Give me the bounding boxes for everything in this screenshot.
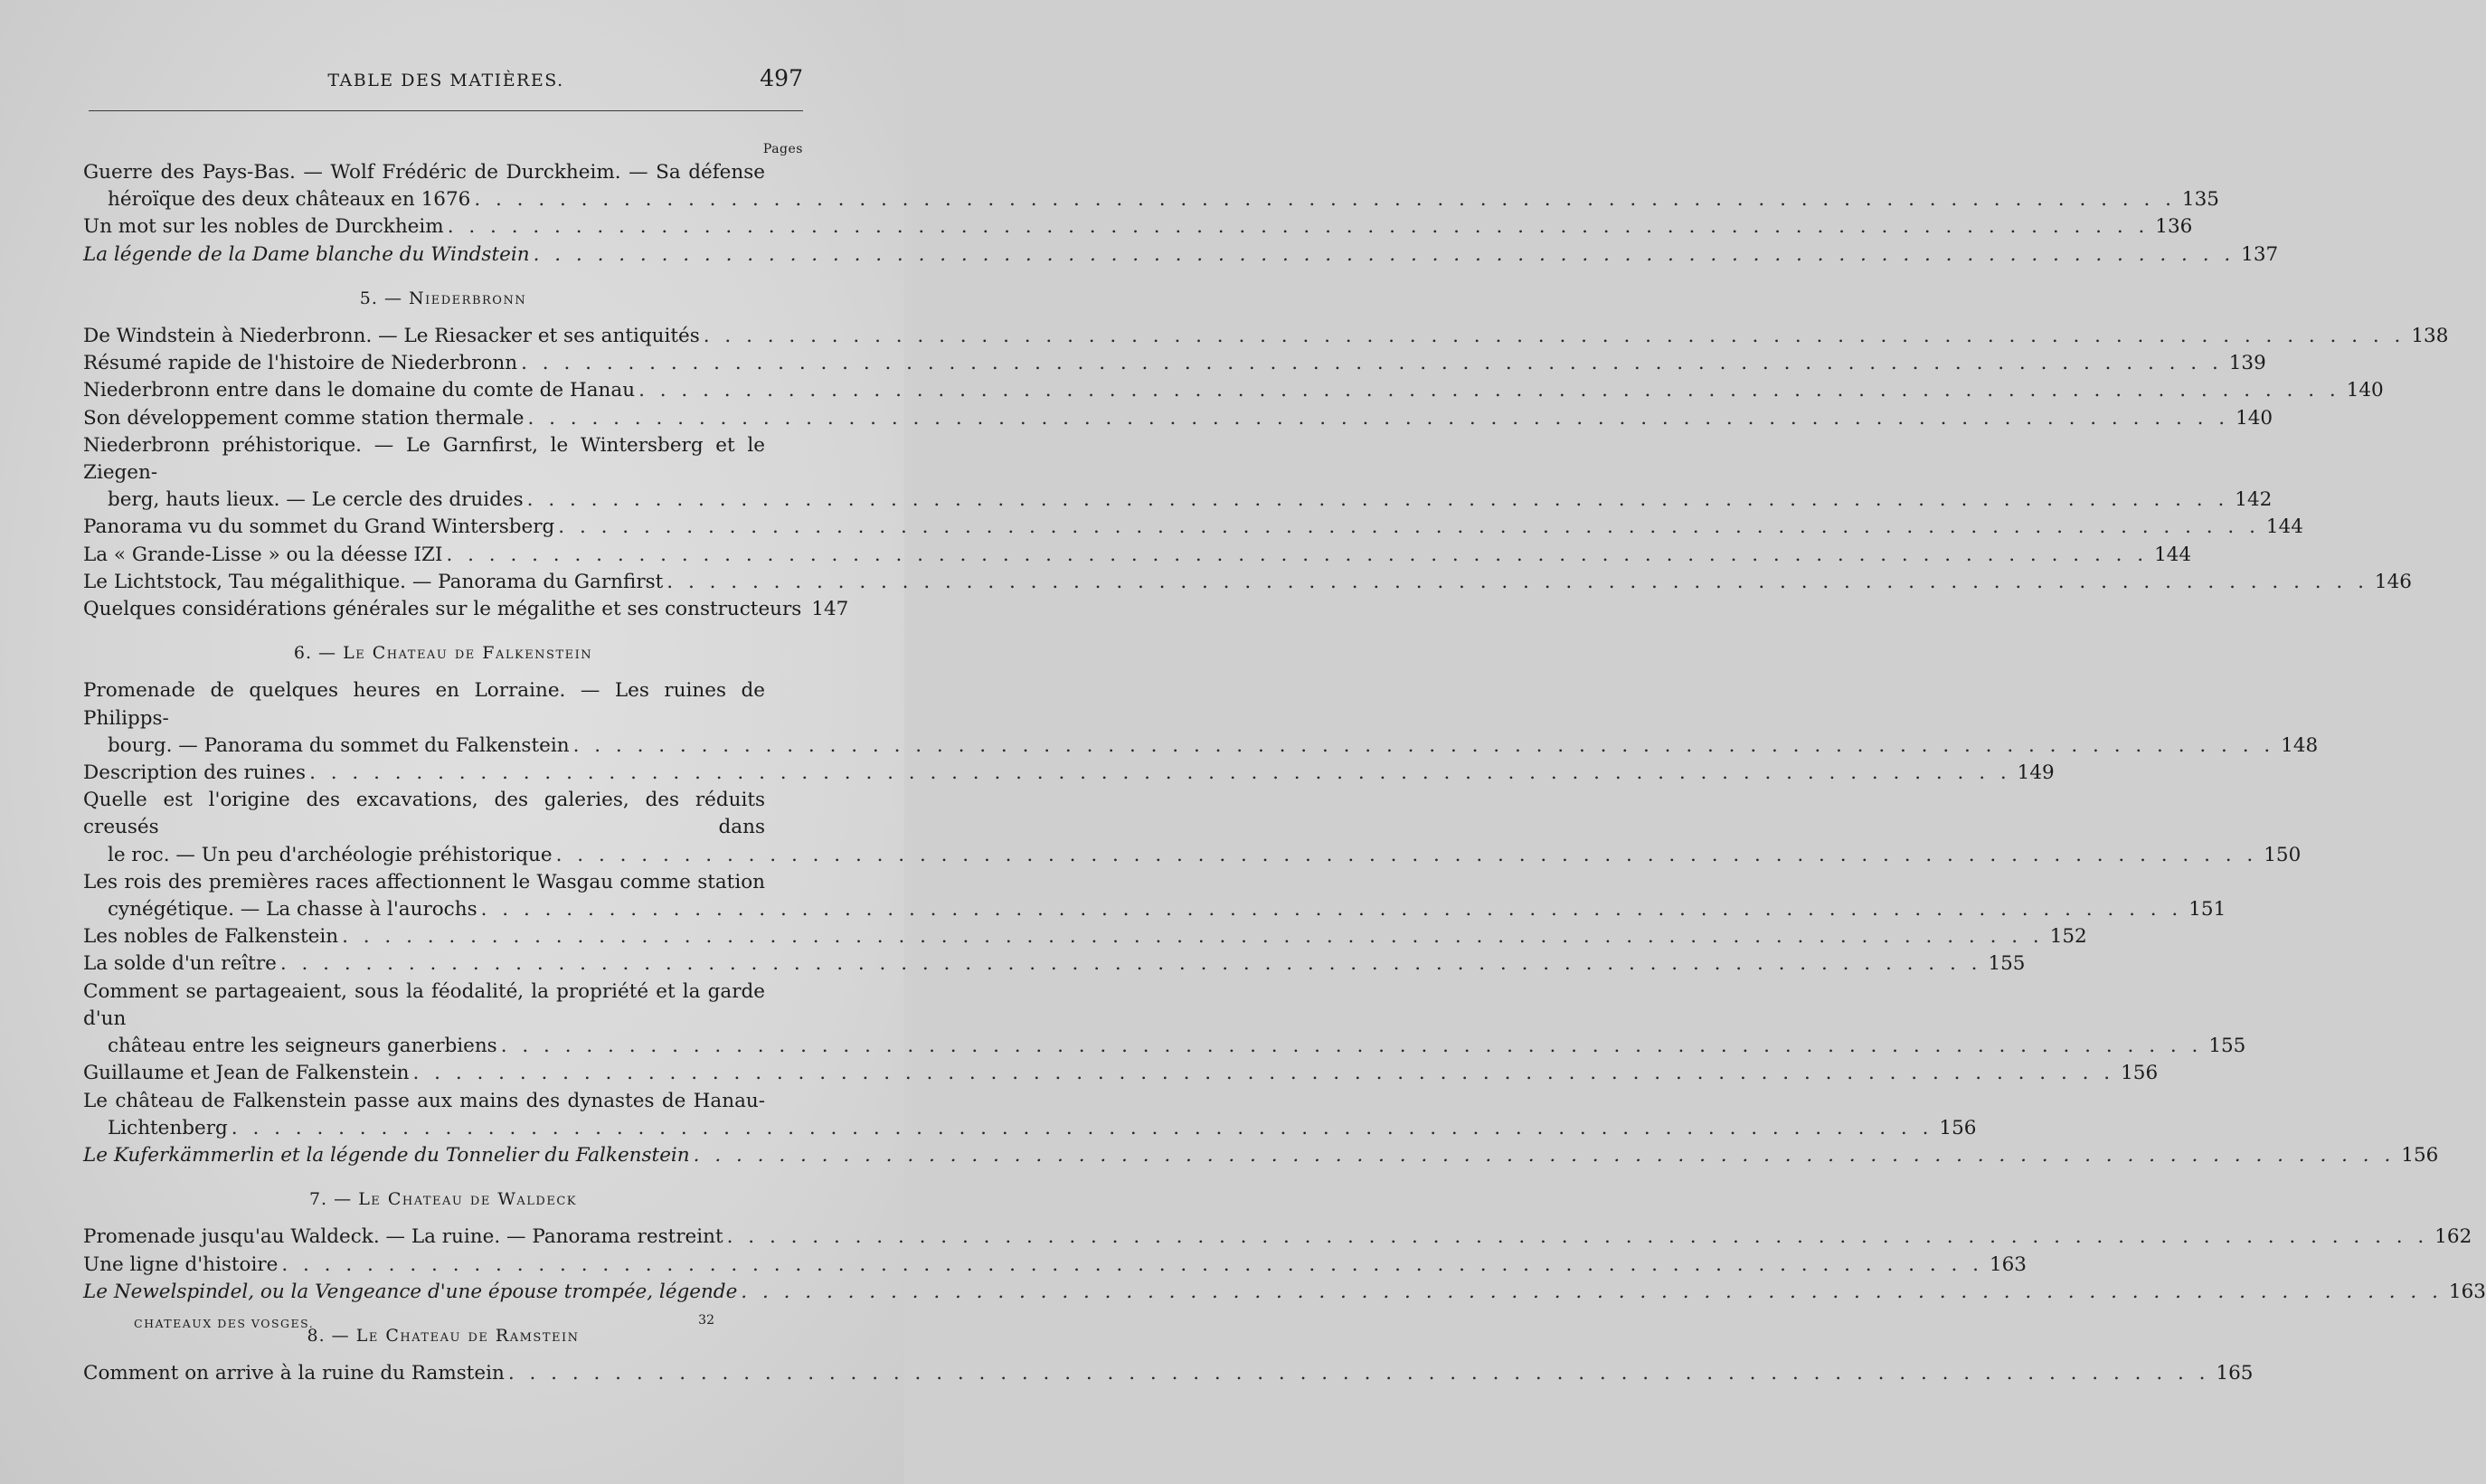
entry-page-number: 137 xyxy=(2241,242,2279,266)
dot-leader: . . . . . . . . . . . . . . . . . . . . . . . . . . . . . . . . . . . . . . . . . . . . . . . . . . . . . . . . . . . . . . . . . . . . . . . . . . . . . . . . xyxy=(446,543,2149,566)
dot-leader: . . . . . . . . . . . . . . . . . . . . . . . . . . . . . . . . . . . . . . . . . . . . . . . . . . . . . . . . . . . . . . . . . . . . . . . . . . . . . . . . xyxy=(279,952,1982,976)
section-heading-6 xyxy=(83,639,803,666)
toc-entry-line xyxy=(83,569,2412,596)
dot-leader: . . . . . . . . . . . . . . . . . . . . . . . . . . . . . . . . . . . . . . . . . . . . . . . . . . . . . . . . . . . . . . . . . . . . . . . . . . . . . . . . xyxy=(231,1116,1933,1139)
entry-page-number: 140 xyxy=(2346,379,2384,402)
toc-entry-line xyxy=(83,1088,803,1115)
toc-entry-line xyxy=(83,733,2319,760)
toc-entry-line xyxy=(83,1279,2486,1306)
section-number: 7. — xyxy=(308,1189,353,1210)
dot-leader: . . . . . . . . . . . . . . . . . . . . . . . . . . . . . . . . . . . . . . . . . . . . . . . . . . . . . . . . . . . . . . . . . . . . . . . . . . . . . . . . xyxy=(342,925,2044,949)
toc-entry-line xyxy=(83,1252,2027,1279)
entry-page-number: 135 xyxy=(2181,188,2219,212)
book-title: CHATEAUX DES VOSGES. xyxy=(134,1317,315,1330)
toc-entry-line xyxy=(83,1142,2439,1169)
table-of-contents xyxy=(83,159,2486,1387)
toc-group-0 xyxy=(83,159,2279,269)
dot-leader: . . . . . . . . . . . . . . . . . . . . . . . . . . . . . . . . . . . . . . . . . . . . . . . . . . . . . . . . . . . . . . . . . . . . . . . . . . . . . . . . xyxy=(521,352,2223,375)
toc-entry-line xyxy=(83,978,803,1033)
section-number: 6. — xyxy=(293,643,337,664)
toc-entry-line xyxy=(83,787,803,841)
entry-text: berg, hauts lieux. — Le cercle des druides xyxy=(108,488,524,512)
entry-text: De Windstein à Niederbronn. — Le Riesacker et ses antiquités xyxy=(83,325,700,348)
entry-text: château entre les seigneurs ganerbiens xyxy=(108,1035,497,1058)
entry-page-number: 152 xyxy=(2049,925,2087,949)
toc-entry-line xyxy=(83,432,803,487)
dot-leader: . . . . . . . . . . . . . . . . . . . . . . . . . . . . . . . . . . . . . . . . . . . . . . . . . . . . . . . . . . . . . . . . . . . . . . . . . . . . . . . . xyxy=(726,1225,2429,1249)
page-number: 497 xyxy=(760,65,803,91)
toc-entry-line xyxy=(83,1060,2159,1087)
header-rule xyxy=(89,110,803,111)
entry-page-number: 149 xyxy=(2017,761,2055,785)
toc-entry xyxy=(83,1224,2472,1251)
toc-entry xyxy=(83,405,2273,432)
dot-leader: . . . . . . . . . . . . . . . . . . . . . . . . . . . . . . . . . . . . . . . . . . . . . . . . . . . . . . . . . . . . . . . . . . . . . . . . . . . . . . . . xyxy=(555,843,2258,866)
entry-page-number: 147 xyxy=(811,598,849,621)
section-number: 8. — xyxy=(307,1325,350,1346)
entry-text: Les rois des premières races affectionnent le Wasgau comme station xyxy=(83,870,765,893)
dot-leader: . . . . . . . . . . . . . . . . . . . . . . . . . . . . . . . . . . . . . . . . . . . . . . . . . . . . . . . . . . . . . . . . . . . . . . . . . . . . . . . . xyxy=(474,188,2176,212)
toc-entry xyxy=(83,1279,2486,1306)
entry-page-number: 156 xyxy=(2401,1143,2439,1167)
entry-text: Description des ruines xyxy=(83,761,307,785)
section-number: 5. — xyxy=(359,288,402,308)
entry-page-number: 156 xyxy=(1939,1116,1977,1139)
entry-page-number: 146 xyxy=(2374,570,2412,593)
toc-entry xyxy=(83,923,2087,950)
entry-text: La légende de la Dame blanche du Windstein xyxy=(83,242,530,266)
entry-text: Un mot sur les nobles de Durckheim xyxy=(83,215,444,239)
entry-page-number: 138 xyxy=(2411,325,2449,348)
toc-group-7 xyxy=(83,1224,2486,1306)
toc-entry xyxy=(83,787,2302,869)
entry-text: Quelques considérations générales sur le mégalithe et ses constructeurs xyxy=(83,598,802,621)
entry-page-number: 139 xyxy=(2228,352,2266,375)
entry-text: Guerre des Pays-Bas. — Wolf Frédéric de Durckheim. — Sa défense xyxy=(83,161,765,184)
toc-entry-line xyxy=(83,1033,2246,1060)
toc-entry-line xyxy=(83,405,2273,432)
entry-page-number: 144 xyxy=(2154,543,2192,566)
entry-text: Les nobles de Falkenstein xyxy=(83,925,339,949)
entry-text: Le Kuferkämmerlin et la légende du Tonnelier du Falkenstein xyxy=(83,1143,690,1167)
toc-entry xyxy=(83,542,2192,569)
toc-entry-line xyxy=(83,760,2055,787)
toc-group-5 xyxy=(83,323,2449,623)
toc-entry xyxy=(83,432,2273,515)
entry-page-number: 163 xyxy=(2448,1280,2486,1303)
toc-entry xyxy=(83,1360,2254,1387)
dot-leader: . . . . . . . . . . . . . . . . . . . . . . . . . . . . . . . . . . . . . . . . . . . . . . . . . . . . . . . . . . . . . . . . . . . . . . . . . . . . . . . . xyxy=(741,1280,2443,1303)
toc-entry xyxy=(83,869,2226,923)
toc-entry xyxy=(83,760,2055,787)
dot-leader: . . . . . . . . . . . . . . . . . . . . . . . . . . . . . . . . . . . . . . . . . . . . . . . . . . . . . . . . . . . . . . . . . . . . . . . . . . . . . . . . xyxy=(281,1252,1983,1276)
toc-entry xyxy=(83,159,2219,213)
section-title: Le Chateau de Waldeck xyxy=(358,1189,578,1210)
signature-mark: 32 xyxy=(698,1313,714,1328)
pages-column-label: Pages xyxy=(762,142,803,156)
entry-text: Le château de Falkenstein passe aux mains des dynastes de Hanau- xyxy=(83,1089,765,1112)
toc-entry xyxy=(83,950,2026,978)
toc-entry-line xyxy=(83,1224,2472,1251)
toc-entry-line xyxy=(83,542,2192,569)
toc-entry-line xyxy=(83,323,2449,350)
running-header xyxy=(89,65,803,101)
entry-text: Résumé rapide de l'histoire de Niederbronn xyxy=(83,352,518,375)
dot-leader: . . . . . . . . . . . . . . . . . . . . . . . . . . . . . . . . . . . . . . . . . . . . . . . . . . . . . . . . . . . . . . . . . . . . . . . . . . . . . . . . xyxy=(666,570,2368,593)
toc-entry-line xyxy=(83,1360,2254,1387)
entry-page-number: 163 xyxy=(1989,1252,2027,1276)
entry-text: le roc. — Un peu d'archéologie préhistorique xyxy=(108,843,553,866)
toc-entry xyxy=(83,323,2449,350)
entry-text: Comment se partageaient, sous la féodalité, la propriété et la garde d'un xyxy=(83,979,765,1030)
toc-entry-line xyxy=(83,1115,1977,1142)
entry-text: La « Grande-Lisse » ou la déesse IZI xyxy=(83,543,443,566)
entry-page-number: 155 xyxy=(2208,1035,2246,1058)
entry-page-number: 151 xyxy=(2188,898,2226,922)
entry-page-number: 142 xyxy=(2235,488,2273,512)
entry-text: Son développement comme station thermale xyxy=(83,406,525,430)
toc-entry xyxy=(83,377,2384,404)
toc-entry-line xyxy=(83,596,849,623)
entry-text: La solde d'un reître xyxy=(83,952,277,976)
toc-entry xyxy=(83,569,2412,596)
dot-leader: . . . . . . . . . . . . . . . . . . . . . . . . . . . . . . . . . . . . . . . . . . . . . . . . . . . . . . . . . . . . . . . . . . . . . . . . . . . . . . . . xyxy=(703,325,2406,348)
dot-leader: . . . . . . . . . . . . . . . . . . . . . . . . . . . . . . . . . . . . . . . . . . . . . . . . . . . . . . . . . . . . . . . . . . . . . . . . . . . . . . . . xyxy=(527,406,2230,430)
dot-leader: . . . . . . . . . . . . . . . . . . . . . . . . . . . . . . . . . . . . . . . . . . . . . . . . . . . . . . . . . . . . . . . . . . . . . . . . . . . . . . . . xyxy=(526,488,2229,512)
dot-leader: . . . . . . . . . . . . . . . . . . . . . . . . . . . . . . . . . . . . . . . . . . . . . . . . . . . . . . . . . . . . . . . . . . . . . . . . . . . . . . . . xyxy=(558,515,2260,539)
entry-text: bourg. — Panorama du sommet du Falkenstein xyxy=(108,733,570,757)
toc-entry-line xyxy=(83,514,2303,541)
entry-page-number: 140 xyxy=(2236,406,2273,430)
toc-entry xyxy=(83,978,2246,1061)
entry-page-number: 148 xyxy=(2281,733,2319,757)
entry-text: cynégétique. — La chasse à l'aurochs xyxy=(108,898,477,922)
toc-entry-line xyxy=(83,213,2193,241)
dot-leader: . . . . . . . . . . . . . . . . . . . . . . . . . . . . . . . . . . . . . . . . . . . . . . . . . . . . . . . . . . . . . . . . . . . . . . . . . . . . . . . . xyxy=(412,1062,2115,1085)
entry-text: Niederbronn entre dans le domaine du comte de Hanau xyxy=(83,379,636,402)
toc-entry xyxy=(83,213,2193,241)
toc-entry-line xyxy=(83,350,2266,377)
toc-entry xyxy=(83,677,2319,760)
entry-text: Une ligne d'histoire xyxy=(83,1252,279,1276)
entry-page-number: 162 xyxy=(2434,1225,2472,1249)
dot-leader: . . . . . . . . . . . . . . . . . . . . . . . . . . . . . . . . . . . . . . . . . . . . . . . . . . . . . . . . . . . . . . . . . . . . . . . . . . . . . . . . xyxy=(638,379,2340,402)
section-title: Niederbronn xyxy=(409,288,527,308)
entry-page-number: 165 xyxy=(2216,1362,2254,1385)
toc-entry-line xyxy=(83,896,2226,923)
dot-leader: . . . . . . . . . . . . . . . . . . . . . . . . . . . . . . . . . . . . . . . . . . . . . . . . . . . . . . . . . . . . . . . . . . . . . . . . . . . . . . . . xyxy=(507,1362,2210,1385)
entry-text: Promenade jusqu'au Waldeck. — La ruine. — Panorama restreint xyxy=(83,1225,723,1249)
entry-text: Lichtenberg xyxy=(108,1116,228,1139)
toc-entry-line xyxy=(83,923,2087,950)
toc-group-6 xyxy=(83,677,2439,1169)
toc-entry xyxy=(83,596,849,623)
section-heading-5 xyxy=(83,285,803,312)
running-title: TABLE DES MATIÈRES. xyxy=(327,71,564,90)
entry-page-number: 144 xyxy=(2265,515,2303,539)
toc-entry xyxy=(83,1142,2439,1169)
toc-entry xyxy=(83,1088,1977,1142)
toc-entry-line xyxy=(83,487,2273,514)
section-title: Le Chateau de Ramstein xyxy=(355,1325,580,1346)
toc-entry xyxy=(83,1252,2027,1279)
entry-text: Promenade de quelques heures en Lorraine. — Les ruines de Philipps- xyxy=(83,679,765,730)
entry-page-number: 155 xyxy=(1988,952,2026,976)
entry-text: Niederbronn préhistorique. — Le Garnfirst, le Wintersberg et le Ziegen- xyxy=(83,433,765,485)
toc-entry-line xyxy=(83,950,2026,978)
entry-text: Guillaume et Jean de Falkenstein xyxy=(83,1062,410,1085)
entry-text: Quelle est l'origine des excavations, des galeries, des réduits creusés dans xyxy=(83,789,765,839)
entry-page-number: 136 xyxy=(2155,215,2193,239)
section-heading-7 xyxy=(83,1186,803,1213)
toc-entry xyxy=(83,1060,2159,1087)
entry-text: Le Lichtstock, Tau mégalithique. — Panorama du Garnfirst xyxy=(83,570,664,593)
toc-entry-line xyxy=(83,842,2302,869)
toc-entry-line xyxy=(83,677,803,732)
section-title: Le Chateau de Falkenstein xyxy=(343,643,593,664)
dot-leader: . . . . . . . . . . . . . . . . . . . . . . . . . . . . . . . . . . . . . . . . . . . . . . . . . . . . . . . . . . . . . . . . . . . . . . . . . . . . . . . . xyxy=(500,1035,2203,1058)
toc-group-8 xyxy=(83,1360,2254,1387)
toc-entry-line xyxy=(83,377,2384,404)
dot-leader: . . . . . . . . . . . . . . . . . . . . . . . . . . . . . . . . . . . . . . . . . . . . . . . . . . . . . . . . . . . . . . . . . . . . . . . . . . . . . . . . xyxy=(572,733,2275,757)
dot-leader: . . . . . . . . . . . . . . . . . . . . . . . . . . . . . . . . . . . . . . . . . . . . . . . . . . . . . . . . . . . . . . . . . . . . . . . . . . . . . . . . xyxy=(480,898,2183,922)
toc-entry-line xyxy=(83,241,2279,269)
toc-entry-line xyxy=(83,869,803,896)
entry-text: héroïque des deux châteaux en 1676 xyxy=(108,188,471,212)
dot-leader: . . . . . . . . . . . . . . . . . . . . . . . . . . . . . . . . . . . . . . . . . . . . . . . . . . . . . . . . . . . . . . . . . . . . . . . . . . . . . . . . xyxy=(309,761,2011,785)
toc-entry xyxy=(83,241,2279,269)
footer xyxy=(134,1313,714,1330)
dot-leader: . . . . . . . . . . . . . . . . . . . . . . . . . . . . . . . . . . . . . . . . . . . . . . . . . . . . . . . . . . . . . . . . . . . . . . . . . . . . . . . . xyxy=(693,1143,2396,1167)
entry-text: Panorama vu du sommet du Grand Wintersberg xyxy=(83,515,555,539)
toc-entry xyxy=(83,514,2303,541)
toc-entry-line xyxy=(83,186,2219,213)
entry-text: Comment on arrive à la ruine du Ramstein xyxy=(83,1362,505,1385)
dot-leader: . . . . . . . . . . . . . . . . . . . . . . . . . . . . . . . . . . . . . . . . . . . . . . . . . . . . . . . . . . . . . . . . . . . . . . . . . . . . . . . . xyxy=(533,242,2236,266)
toc-entry xyxy=(83,350,2266,377)
dot-leader: . . . . . . . . . . . . . . . . . . . . . . . . . . . . . . . . . . . . . . . . . . . . . . . . . . . . . . . . . . . . . . . . . . . . . . . . . . . . . . . . xyxy=(447,215,2150,239)
entry-page-number: 150 xyxy=(2264,843,2302,866)
entry-page-number: 156 xyxy=(2121,1062,2159,1085)
entry-text: Le Newelspindel, ou la Vengeance d'une épouse trompée, légende xyxy=(83,1280,738,1303)
toc-entry-line xyxy=(83,159,803,186)
